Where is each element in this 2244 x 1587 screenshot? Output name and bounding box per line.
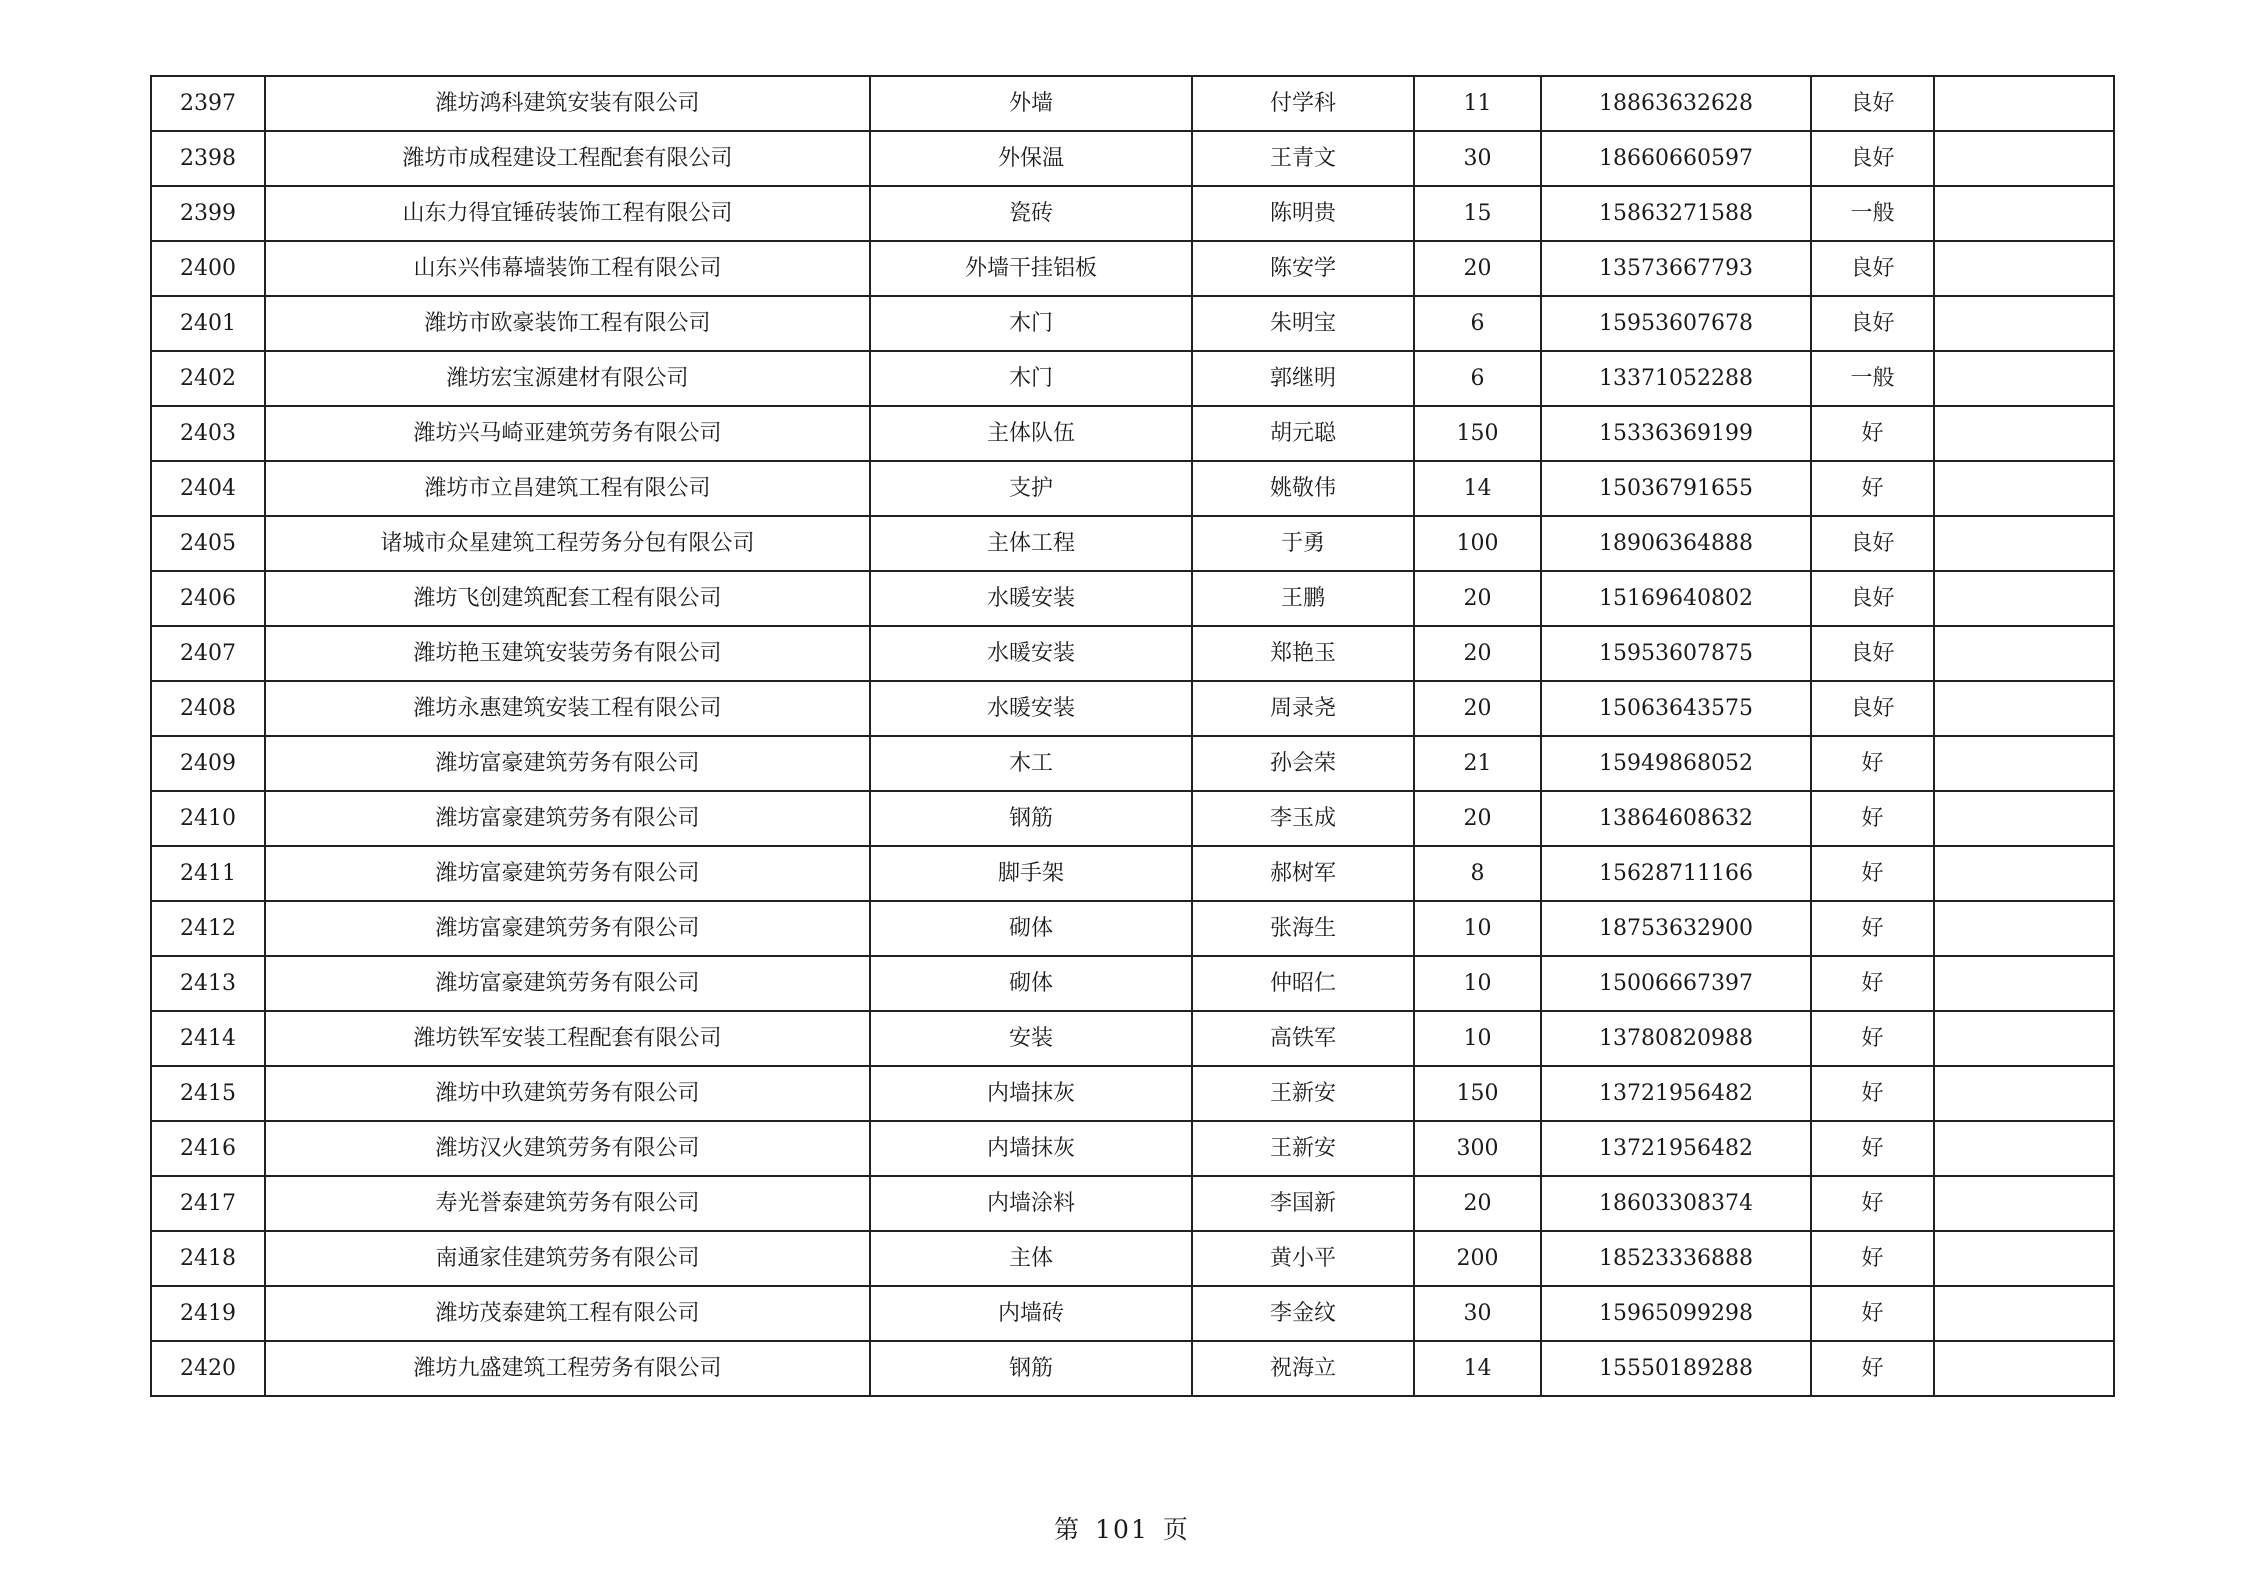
cell-rating: 好	[1811, 1341, 1934, 1396]
cell-work-type: 水暖安装	[870, 626, 1192, 681]
cell-company-name: 潍坊茂泰建筑工程有限公司	[265, 1286, 870, 1341]
cell-contact-person: 仲昭仁	[1192, 956, 1414, 1011]
cell-rating: 良好	[1811, 76, 1934, 131]
cell-serial-number: 2407	[151, 626, 265, 681]
cell-rating: 好	[1811, 1286, 1934, 1341]
cell-company-name: 潍坊鸿科建筑安装有限公司	[265, 76, 870, 131]
page-suffix: 页	[1162, 1515, 1190, 1544]
cell-work-type: 砌体	[870, 901, 1192, 956]
cell-rating: 好	[1811, 736, 1934, 791]
cell-serial-number: 2418	[151, 1231, 265, 1286]
cell-contact-person: 孙会荣	[1192, 736, 1414, 791]
cell-serial-number: 2405	[151, 516, 265, 571]
cell-worker-count: 10	[1414, 1011, 1541, 1066]
table-row	[151, 681, 2114, 736]
cell-work-type: 主体	[870, 1231, 1192, 1286]
table-row	[151, 736, 2114, 791]
table-row	[151, 351, 2114, 406]
cell-serial-number: 2399	[151, 186, 265, 241]
contractor-table	[150, 75, 2115, 1397]
cell-worker-count: 6	[1414, 296, 1541, 351]
cell-contact-person: 胡元聪	[1192, 406, 1414, 461]
page-footer	[0, 1510, 2244, 1546]
cell-remarks	[1934, 1341, 2114, 1396]
page-prefix: 第	[1054, 1515, 1082, 1544]
table-row	[151, 1011, 2114, 1066]
cell-worker-count: 20	[1414, 1176, 1541, 1231]
cell-contact-person: 王新安	[1192, 1066, 1414, 1121]
cell-rating: 好	[1811, 1176, 1934, 1231]
cell-phone-number: 15628711166	[1541, 846, 1811, 901]
cell-serial-number: 2408	[151, 681, 265, 736]
cell-remarks	[1934, 296, 2114, 351]
cell-serial-number: 2417	[151, 1176, 265, 1231]
table-row	[151, 1121, 2114, 1176]
cell-contact-person: 付学科	[1192, 76, 1414, 131]
cell-rating: 好	[1811, 901, 1934, 956]
cell-remarks	[1934, 681, 2114, 736]
cell-rating: 良好	[1811, 681, 1934, 736]
cell-company-name: 潍坊富豪建筑劳务有限公司	[265, 736, 870, 791]
cell-rating: 良好	[1811, 516, 1934, 571]
table-row	[151, 901, 2114, 956]
cell-phone-number: 13371052288	[1541, 351, 1811, 406]
cell-contact-person: 王鹏	[1192, 571, 1414, 626]
cell-phone-number: 15953607875	[1541, 626, 1811, 681]
cell-remarks	[1934, 241, 2114, 296]
cell-remarks	[1934, 901, 2114, 956]
cell-work-type: 钢筋	[870, 791, 1192, 846]
cell-serial-number: 2398	[151, 131, 265, 186]
cell-serial-number: 2404	[151, 461, 265, 516]
table-body	[151, 76, 2114, 1396]
cell-work-type: 内墙抹灰	[870, 1066, 1192, 1121]
cell-phone-number: 13721956482	[1541, 1121, 1811, 1176]
cell-serial-number: 2409	[151, 736, 265, 791]
cell-contact-person: 姚敬伟	[1192, 461, 1414, 516]
cell-rating: 良好	[1811, 241, 1934, 296]
cell-rating: 好	[1811, 791, 1934, 846]
cell-serial-number: 2415	[151, 1066, 265, 1121]
table-row	[151, 1176, 2114, 1231]
cell-serial-number: 2400	[151, 241, 265, 296]
cell-contact-person: 王青文	[1192, 131, 1414, 186]
table-row	[151, 1286, 2114, 1341]
cell-phone-number: 13573667793	[1541, 241, 1811, 296]
cell-contact-person: 郑艳玉	[1192, 626, 1414, 681]
cell-serial-number: 2412	[151, 901, 265, 956]
cell-remarks	[1934, 1066, 2114, 1121]
cell-phone-number: 15063643575	[1541, 681, 1811, 736]
cell-company-name: 潍坊汉火建筑劳务有限公司	[265, 1121, 870, 1176]
cell-work-type: 水暖安装	[870, 681, 1192, 736]
cell-remarks	[1934, 516, 2114, 571]
cell-remarks	[1934, 956, 2114, 1011]
cell-worker-count: 21	[1414, 736, 1541, 791]
table-row	[151, 956, 2114, 1011]
cell-worker-count: 30	[1414, 1286, 1541, 1341]
cell-remarks	[1934, 571, 2114, 626]
cell-phone-number: 18660660597	[1541, 131, 1811, 186]
cell-serial-number: 2420	[151, 1341, 265, 1396]
cell-company-name: 潍坊市立昌建筑工程有限公司	[265, 461, 870, 516]
cell-contact-person: 黄小平	[1192, 1231, 1414, 1286]
cell-work-type: 内墙涂料	[870, 1176, 1192, 1231]
cell-contact-person: 郭继明	[1192, 351, 1414, 406]
cell-worker-count: 11	[1414, 76, 1541, 131]
cell-rating: 一般	[1811, 186, 1934, 241]
cell-remarks	[1934, 1121, 2114, 1176]
cell-phone-number: 15336369199	[1541, 406, 1811, 461]
cell-serial-number: 2411	[151, 846, 265, 901]
table-row	[151, 406, 2114, 461]
cell-company-name: 潍坊永惠建筑安装工程有限公司	[265, 681, 870, 736]
cell-worker-count: 6	[1414, 351, 1541, 406]
cell-worker-count: 20	[1414, 681, 1541, 736]
cell-contact-person: 王新安	[1192, 1121, 1414, 1176]
table-row	[151, 131, 2114, 186]
cell-remarks	[1934, 76, 2114, 131]
cell-phone-number: 13721956482	[1541, 1066, 1811, 1121]
cell-worker-count: 10	[1414, 901, 1541, 956]
table-row	[151, 626, 2114, 681]
table-row	[151, 186, 2114, 241]
cell-contact-person: 张海生	[1192, 901, 1414, 956]
cell-contact-person: 陈明贵	[1192, 186, 1414, 241]
cell-serial-number: 2416	[151, 1121, 265, 1176]
cell-company-name: 潍坊富豪建筑劳务有限公司	[265, 791, 870, 846]
cell-work-type: 外保温	[870, 131, 1192, 186]
cell-worker-count: 10	[1414, 956, 1541, 1011]
cell-phone-number: 18906364888	[1541, 516, 1811, 571]
cell-serial-number: 2414	[151, 1011, 265, 1066]
cell-worker-count: 8	[1414, 846, 1541, 901]
cell-company-name: 南通家佳建筑劳务有限公司	[265, 1231, 870, 1286]
cell-phone-number: 15953607678	[1541, 296, 1811, 351]
cell-remarks	[1934, 846, 2114, 901]
page-number: 101	[1095, 1515, 1149, 1544]
cell-work-type: 安装	[870, 1011, 1192, 1066]
cell-rating: 好	[1811, 846, 1934, 901]
table-row	[151, 1341, 2114, 1396]
cell-phone-number: 18603308374	[1541, 1176, 1811, 1231]
table-row	[151, 1066, 2114, 1121]
cell-contact-person: 周录尧	[1192, 681, 1414, 736]
cell-company-name: 潍坊铁军安装工程配套有限公司	[265, 1011, 870, 1066]
cell-worker-count: 300	[1414, 1121, 1541, 1176]
cell-company-name: 潍坊中玖建筑劳务有限公司	[265, 1066, 870, 1121]
cell-remarks	[1934, 461, 2114, 516]
cell-remarks	[1934, 1231, 2114, 1286]
cell-worker-count: 14	[1414, 461, 1541, 516]
cell-contact-person: 李国新	[1192, 1176, 1414, 1231]
cell-contact-person: 陈安学	[1192, 241, 1414, 296]
cell-company-name: 诸城市众星建筑工程劳务分包有限公司	[265, 516, 870, 571]
cell-serial-number: 2410	[151, 791, 265, 846]
cell-serial-number: 2419	[151, 1286, 265, 1341]
cell-remarks	[1934, 736, 2114, 791]
cell-work-type: 外墙干挂铝板	[870, 241, 1192, 296]
cell-work-type: 内墙抹灰	[870, 1121, 1192, 1176]
cell-work-type: 钢筋	[870, 1341, 1192, 1396]
cell-company-name: 山东兴伟幕墙装饰工程有限公司	[265, 241, 870, 296]
cell-remarks	[1934, 626, 2114, 681]
cell-rating: 好	[1811, 1231, 1934, 1286]
cell-phone-number: 15006667397	[1541, 956, 1811, 1011]
cell-rating: 好	[1811, 1121, 1934, 1176]
cell-contact-person: 高铁军	[1192, 1011, 1414, 1066]
cell-rating: 良好	[1811, 571, 1934, 626]
cell-rating: 好	[1811, 1066, 1934, 1121]
cell-contact-person: 李金纹	[1192, 1286, 1414, 1341]
cell-work-type: 外墙	[870, 76, 1192, 131]
cell-company-name: 潍坊宏宝源建材有限公司	[265, 351, 870, 406]
table-row	[151, 791, 2114, 846]
cell-company-name: 潍坊市成程建设工程配套有限公司	[265, 131, 870, 186]
cell-work-type: 木工	[870, 736, 1192, 791]
cell-phone-number: 18753632900	[1541, 901, 1811, 956]
cell-rating: 良好	[1811, 626, 1934, 681]
cell-worker-count: 20	[1414, 571, 1541, 626]
cell-company-name: 潍坊兴马崎亚建筑劳务有限公司	[265, 406, 870, 461]
cell-serial-number: 2413	[151, 956, 265, 1011]
cell-company-name: 潍坊富豪建筑劳务有限公司	[265, 846, 870, 901]
table-row	[151, 76, 2114, 131]
cell-work-type: 内墙砖	[870, 1286, 1192, 1341]
table-row	[151, 571, 2114, 626]
cell-remarks	[1934, 131, 2114, 186]
cell-remarks	[1934, 351, 2114, 406]
cell-company-name: 寿光誉泰建筑劳务有限公司	[265, 1176, 870, 1231]
cell-work-type: 砌体	[870, 956, 1192, 1011]
cell-company-name: 潍坊艳玉建筑安装劳务有限公司	[265, 626, 870, 681]
cell-serial-number: 2401	[151, 296, 265, 351]
cell-serial-number: 2406	[151, 571, 265, 626]
cell-rating: 良好	[1811, 131, 1934, 186]
table-row	[151, 241, 2114, 296]
cell-company-name: 潍坊九盛建筑工程劳务有限公司	[265, 1341, 870, 1396]
cell-rating: 好	[1811, 1011, 1934, 1066]
cell-remarks	[1934, 1176, 2114, 1231]
cell-phone-number: 15863271588	[1541, 186, 1811, 241]
cell-work-type: 木门	[870, 351, 1192, 406]
cell-work-type: 主体工程	[870, 516, 1192, 571]
cell-phone-number: 15036791655	[1541, 461, 1811, 516]
cell-remarks	[1934, 406, 2114, 461]
cell-phone-number: 15550189288	[1541, 1341, 1811, 1396]
cell-worker-count: 15	[1414, 186, 1541, 241]
cell-phone-number: 15169640802	[1541, 571, 1811, 626]
cell-remarks	[1934, 791, 2114, 846]
cell-contact-person: 祝海立	[1192, 1341, 1414, 1396]
cell-work-type: 水暖安装	[870, 571, 1192, 626]
cell-remarks	[1934, 1011, 2114, 1066]
cell-serial-number: 2402	[151, 351, 265, 406]
cell-contact-person: 李玉成	[1192, 791, 1414, 846]
cell-worker-count: 200	[1414, 1231, 1541, 1286]
table-row	[151, 296, 2114, 351]
cell-company-name: 潍坊富豪建筑劳务有限公司	[265, 901, 870, 956]
cell-remarks	[1934, 1286, 2114, 1341]
cell-rating: 良好	[1811, 296, 1934, 351]
cell-phone-number: 15965099298	[1541, 1286, 1811, 1341]
cell-company-name: 潍坊市欧豪装饰工程有限公司	[265, 296, 870, 351]
cell-serial-number: 2397	[151, 76, 265, 131]
table-row	[151, 846, 2114, 901]
cell-work-type: 支护	[870, 461, 1192, 516]
cell-phone-number: 13864608632	[1541, 791, 1811, 846]
table-row	[151, 461, 2114, 516]
cell-contact-person: 朱明宝	[1192, 296, 1414, 351]
cell-phone-number: 15949868052	[1541, 736, 1811, 791]
cell-remarks	[1934, 186, 2114, 241]
cell-contact-person: 郝树军	[1192, 846, 1414, 901]
cell-work-type: 木门	[870, 296, 1192, 351]
cell-work-type: 脚手架	[870, 846, 1192, 901]
cell-worker-count: 20	[1414, 241, 1541, 296]
cell-worker-count: 30	[1414, 131, 1541, 186]
cell-worker-count: 14	[1414, 1341, 1541, 1396]
cell-work-type: 瓷砖	[870, 186, 1192, 241]
cell-rating: 好	[1811, 956, 1934, 1011]
cell-contact-person: 于勇	[1192, 516, 1414, 571]
cell-worker-count: 20	[1414, 791, 1541, 846]
cell-rating: 好	[1811, 461, 1934, 516]
cell-phone-number: 13780820988	[1541, 1011, 1811, 1066]
cell-worker-count: 100	[1414, 516, 1541, 571]
cell-work-type: 主体队伍	[870, 406, 1192, 461]
cell-company-name: 山东力得宜锤砖装饰工程有限公司	[265, 186, 870, 241]
cell-worker-count: 150	[1414, 406, 1541, 461]
table-row	[151, 516, 2114, 571]
cell-worker-count: 150	[1414, 1066, 1541, 1121]
table-row	[151, 1231, 2114, 1286]
cell-serial-number: 2403	[151, 406, 265, 461]
cell-company-name: 潍坊飞创建筑配套工程有限公司	[265, 571, 870, 626]
cell-phone-number: 18863632628	[1541, 76, 1811, 131]
cell-worker-count: 20	[1414, 626, 1541, 681]
cell-rating: 一般	[1811, 351, 1934, 406]
cell-phone-number: 18523336888	[1541, 1231, 1811, 1286]
cell-rating: 好	[1811, 406, 1934, 461]
contractor-table-container	[150, 75, 2113, 1397]
cell-company-name: 潍坊富豪建筑劳务有限公司	[265, 956, 870, 1011]
